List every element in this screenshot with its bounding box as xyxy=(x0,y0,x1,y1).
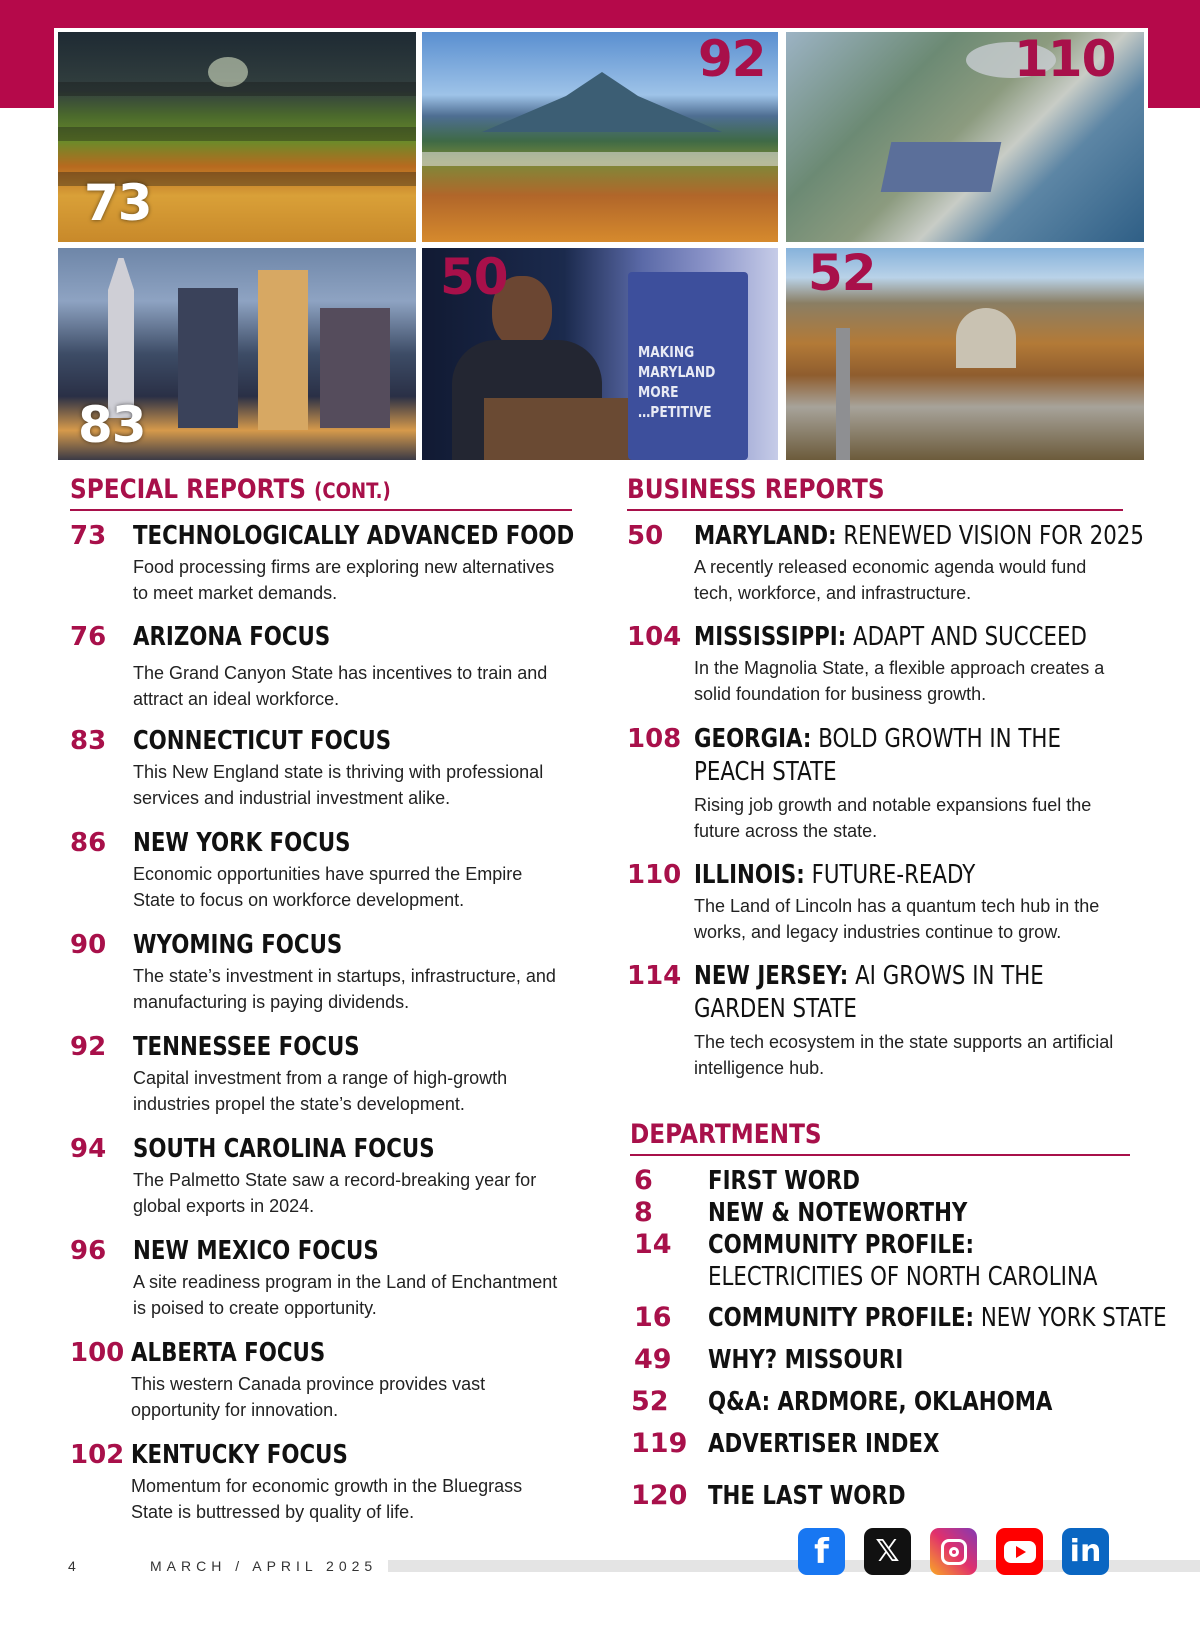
business-reports-title: BUSINESS REPORTS xyxy=(627,474,885,505)
departments-title: DEPARTMENTS xyxy=(630,1119,822,1150)
section-title-suffix: (CONT.) xyxy=(314,479,391,503)
entry-desc: Capital investment from a range of high-growth xyxy=(133,1068,508,1088)
entry-headline: NEW MEXICO FOCUS xyxy=(133,1236,379,1266)
entry-desc: The Grand Canyon State has incentives to train and xyxy=(133,663,548,683)
entry-page: 86 xyxy=(70,828,107,858)
dept-page: 16 xyxy=(634,1302,672,1333)
dept-label[interactable]: FIRST WORD xyxy=(708,1166,860,1196)
entry-state: GEORGIA: xyxy=(694,724,812,754)
photo-page-number: 83 xyxy=(78,396,146,454)
entry-headline: SOUTH CAROLINA FOCUS xyxy=(133,1134,435,1164)
dept-label-sub[interactable]: NEW YORK STATE xyxy=(974,1303,1167,1333)
entry-page: 92 xyxy=(70,1032,107,1062)
entry-headline: RENEWED VISION FOR 2025 xyxy=(836,521,1144,551)
dept-page: 119 xyxy=(631,1428,688,1459)
dept-label[interactable]: ADVERTISER INDEX xyxy=(708,1429,940,1459)
instagram-lens xyxy=(949,1547,959,1557)
entry-page: 76 xyxy=(70,622,107,652)
entry-headline: ARIZONA FOCUS xyxy=(133,622,331,652)
entry-page: 110 xyxy=(627,860,682,890)
entry-desc: industries propel the state’s development. xyxy=(133,1094,465,1114)
entry-desc: State to focus on workforce development. xyxy=(133,890,465,910)
entry-page: 102 xyxy=(70,1440,125,1470)
entry-desc: intelligence hub. xyxy=(694,1058,825,1078)
entry-desc: works, and legacy industries continue to grow. xyxy=(694,922,1062,942)
photo-page-number: 52 xyxy=(808,248,876,302)
dept-page: 8 xyxy=(634,1197,653,1228)
play-icon xyxy=(1016,1546,1026,1558)
section-rule xyxy=(627,509,1123,511)
instagram-frame xyxy=(941,1539,967,1565)
entry-desc: A site readiness program in the Land of Enchantment xyxy=(133,1272,558,1292)
entry-desc: A recently released economic agenda would fund xyxy=(694,557,1087,577)
entry-desc: The Palmetto State saw a record-breaking year for xyxy=(133,1170,537,1190)
entry-headline: PEACH STATE xyxy=(694,757,837,787)
entry-headline: CONNECTICUT FOCUS xyxy=(133,726,392,756)
entry-state: MISSISSIPPI: xyxy=(694,622,847,652)
section-title-text: SPECIAL REPORTS xyxy=(70,474,307,505)
x-icon[interactable]: 𝕏 xyxy=(864,1528,911,1575)
entry-desc: global exports in 2024. xyxy=(133,1196,315,1216)
entry-headline: TENNESSEE FOCUS xyxy=(133,1032,360,1062)
entry-page: 100 xyxy=(70,1338,125,1368)
entry-headline: BOLD GROWTH IN THE xyxy=(811,724,1061,754)
entry-desc: solid foundation for business growth. xyxy=(694,684,987,704)
photo-town-aerial[interactable] xyxy=(786,248,1144,460)
entry-page: 94 xyxy=(70,1134,107,1164)
dept-label[interactable]: NEW & NOTEWORTHY xyxy=(708,1198,968,1228)
banner-shape xyxy=(628,272,748,460)
entry-desc: Food processing firms are exploring new alternatives xyxy=(133,557,555,577)
instagram-icon[interactable] xyxy=(930,1528,977,1575)
entry-desc: attract an ideal workforce. xyxy=(133,689,340,709)
photo-city-skyline[interactable] xyxy=(58,248,416,460)
section-rule xyxy=(630,1154,1130,1156)
entry-page: 114 xyxy=(627,961,682,991)
photo-governor-podium[interactable] xyxy=(422,248,778,460)
photo-mountain-town[interactable] xyxy=(422,32,778,242)
entry-headline: ADAPT AND SUCCEED xyxy=(846,622,1087,652)
entry-page: 50 xyxy=(627,521,664,551)
mountain-shape xyxy=(482,72,722,132)
entry-headline: FUTURE-READY xyxy=(804,860,976,890)
section-rule xyxy=(70,509,572,511)
street-shape xyxy=(836,328,850,460)
entry-state: MARYLAND: xyxy=(694,521,837,551)
entry-page: 90 xyxy=(70,930,107,960)
dept-label[interactable]: WHY? MISSOURI xyxy=(708,1345,904,1375)
entry-desc: services and industrial investment alike. xyxy=(133,788,451,808)
entry-headline: AI GROWS IN THE xyxy=(848,961,1044,991)
entry-desc: is poised to create opportunity. xyxy=(133,1298,377,1318)
entry-page: 96 xyxy=(70,1236,107,1266)
entry-desc: This western Canada province provides vast xyxy=(131,1374,486,1394)
tower-shape xyxy=(320,308,390,428)
entry-desc: manufacturing is paying dividends. xyxy=(133,992,410,1012)
dept-label[interactable]: COMMUNITY PROFILE: xyxy=(708,1230,975,1260)
entry-headline: NEW YORK FOCUS xyxy=(133,828,351,858)
banner-text: MAKING MARYLAND MORE …PETITIVE xyxy=(638,343,716,421)
footer-issue-date: MARCH / APRIL 2025 xyxy=(150,1558,378,1574)
entry-state: NEW JERSEY: xyxy=(694,961,849,991)
entry-desc: future across the state. xyxy=(694,821,878,841)
dept-page: 49 xyxy=(634,1344,672,1375)
dept-label[interactable]: COMMUNITY PROFILE: xyxy=(708,1303,975,1333)
tower-shape xyxy=(178,288,238,428)
entry-desc: Momentum for economic growth in the Bluegrass xyxy=(131,1476,523,1496)
entry-desc: In the Magnolia State, a flexible approach creates a xyxy=(694,658,1105,678)
entry-page: 108 xyxy=(627,724,682,754)
entry-headline: KENTUCKY FOCUS xyxy=(131,1440,348,1470)
entry-desc: The tech ecosystem in the state supports an artificial xyxy=(694,1032,1114,1052)
photo-grid xyxy=(54,28,1148,464)
photo-produce-crates[interactable] xyxy=(58,32,416,242)
dept-page: 52 xyxy=(631,1386,669,1417)
entry-desc: tech, workforce, and infrastructure. xyxy=(694,583,972,603)
entry-page: 73 xyxy=(70,521,107,551)
dept-label[interactable]: Q&A: ARDMORE, OKLAHOMA xyxy=(708,1387,1053,1417)
entry-desc: opportunity for innovation. xyxy=(131,1400,339,1420)
photo-page-number: 110 xyxy=(1014,32,1116,88)
light-glow xyxy=(208,57,248,87)
photo-aerial-site[interactable] xyxy=(786,32,1144,242)
photo-page-number: 50 xyxy=(440,248,508,306)
entry-desc: The Land of Lincoln has a quantum tech hub in the xyxy=(694,896,1100,916)
footer-page-number: 4 xyxy=(68,1558,76,1574)
entry-state: ILLINOIS: xyxy=(694,860,805,890)
entry-desc: Rising job growth and notable expansions fuel the xyxy=(694,795,1092,815)
dept-label[interactable]: THE LAST WORD xyxy=(708,1481,906,1511)
photo-page-number: 73 xyxy=(84,174,152,232)
podium-shape xyxy=(484,398,634,460)
entry-desc: to meet market demands. xyxy=(133,583,338,603)
entry-desc: Economic opportunities have spurred the Empire xyxy=(133,864,523,884)
linkedin-icon[interactable]: in xyxy=(1062,1528,1109,1575)
entry-page: 104 xyxy=(627,622,682,652)
entry-desc: The state’s investment in startups, infrastructure, and xyxy=(133,966,556,986)
building-shape xyxy=(881,142,1002,192)
tower-shape xyxy=(108,258,134,418)
photo-page-number: 92 xyxy=(698,32,766,88)
entry-headline: TECHNOLOGICALLY ADVANCED FOOD xyxy=(133,521,575,551)
youtube-icon[interactable] xyxy=(996,1528,1043,1575)
dept-page: 120 xyxy=(631,1480,688,1511)
tower-shape xyxy=(258,270,308,430)
dept-page: 6 xyxy=(634,1165,653,1196)
crate-row xyxy=(58,127,416,141)
dept-label-sub[interactable]: ELECTRICITIES OF NORTH CAROLINA xyxy=(708,1262,1098,1292)
dept-page: 14 xyxy=(634,1229,672,1260)
buildings-strip xyxy=(422,152,778,166)
entry-headline: ALBERTA FOCUS xyxy=(131,1338,326,1368)
facebook-icon[interactable]: f xyxy=(798,1528,845,1575)
entry-headline: GARDEN STATE xyxy=(694,994,857,1024)
entry-desc: This New England state is thriving with professional xyxy=(133,762,544,782)
special-reports-title xyxy=(70,476,391,503)
courthouse-dome xyxy=(956,308,1016,368)
entry-headline: WYOMING FOCUS xyxy=(133,930,343,960)
entry-page: 83 xyxy=(70,726,107,756)
entry-desc: State is buttressed by quality of life. xyxy=(131,1502,415,1522)
youtube-frame xyxy=(1004,1541,1036,1563)
